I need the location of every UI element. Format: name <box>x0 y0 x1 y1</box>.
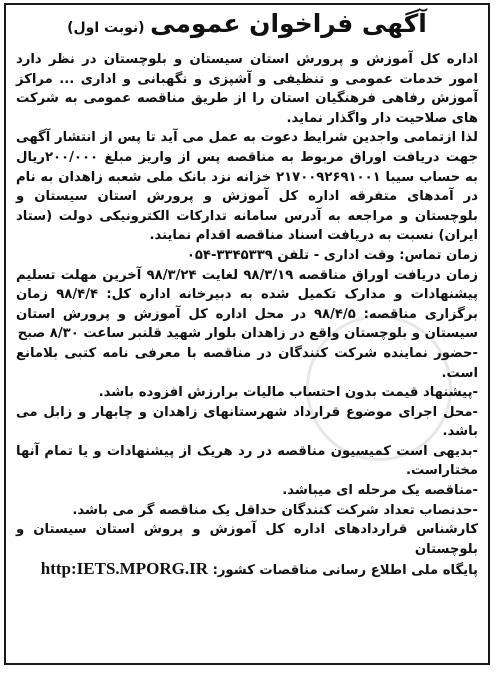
portal-url-link[interactable]: http:IETS.MPORG.IR <box>40 559 208 579</box>
condition-item: -مناقصه یک مرحله ای میباشد. <box>282 483 478 499</box>
contact-line: زمان تماس: وقت اداری - تلفن ۳۳۴۵۳۳۹-۰۵۴ <box>186 247 478 263</box>
notice-subtitle: (نوبت اول) <box>67 20 145 36</box>
condition-item: -محل اجرای موضوع قرارداد شهرستانهای زاهدان و چابهار و زابل می باشد. <box>16 404 478 440</box>
condition-item: -پیشنهاد قیمت بدون احتساب مالیات برارزش افزوده باشد. <box>98 385 478 401</box>
notice-body <box>16 50 478 581</box>
notice-title <box>6 9 488 38</box>
portal-line <box>16 559 478 581</box>
condition-item: -حدنصاب تعداد شرکت کنندگان حداقل یک مناقصه گر می باشد. <box>72 502 478 518</box>
intro-paragraph: اداره کل آموزش و پرورش استان سیستان و بلوچستان در نظر دارد امور خدمات عمومی و تنظیفی و آشپزی و نگهبانی و اداری ... مراکز آموزش رفاهی فرهنگیان استان را از طریق مناقصه عمومی به شرکت های صلاحیت دار واگذار نماید. <box>16 52 478 126</box>
condition-item: -حضور نماینده شرکت کنندگان در مناقصه با معرفی نامه کتبی بلامانع است. <box>16 345 478 381</box>
signature-line: کارشناس قراردادهای اداره کل آموزش و پروش استان سیستان و بلوچستان <box>16 522 478 557</box>
instructions-paragraph: لذا ازتمامی واجدین شرایط دعوت به عمل می آید تا پس از انتشار آگهی جهت دریافت اوراق مربوط به مناقصه پس از واریز مبلغ ۲۰۰/۰۰۰ریال به حساب سیبا ۲۱۷۰۰۹۲۶۹۱۰۰۱ خزانه نزد بانک ملی شعبه زاهدان به نام در آمدهای متفرقه اداره کل آموزش و پرورش استان سیستان و بلوچستان و مراجعه به آدرس سامانه تدارکات الکترونیکی دولت (ستاد ایران) نسبت به دریافت اسناد مناقصه اقدام نمایند. <box>16 130 478 244</box>
notice-frame <box>4 3 490 665</box>
schedule-paragraph: زمان دریافت اوراق مناقصه ۹۸/۳/۱۹ لغایت ۹۸/۳/۲۴ آخرین مهلت تسلیم پیشنهادات و مدارک تکمیل شده به دبیرخانه اداره کل: ۹۸/۴/۴ زمان برگزاری مناقصه: ۹۸/۴/۵ در محل اداره کل آموزش و پرورش استان سیستان و بلوچستان واقع در زاهدان بلوار شهید قلنبر ساعت ۸/۳۰ صبح <box>16 267 479 342</box>
portal-label: پایگاه ملی اطلاع رسانی مناقصات کشور: <box>212 563 478 579</box>
condition-item: -بدیهی است کمیسیون مناقصه در رد هریک از پیشنهادات و یا تمام آنها مختاراست. <box>16 443 478 479</box>
notice-title-text: آگهی فراخوان عمومی <box>150 9 427 38</box>
